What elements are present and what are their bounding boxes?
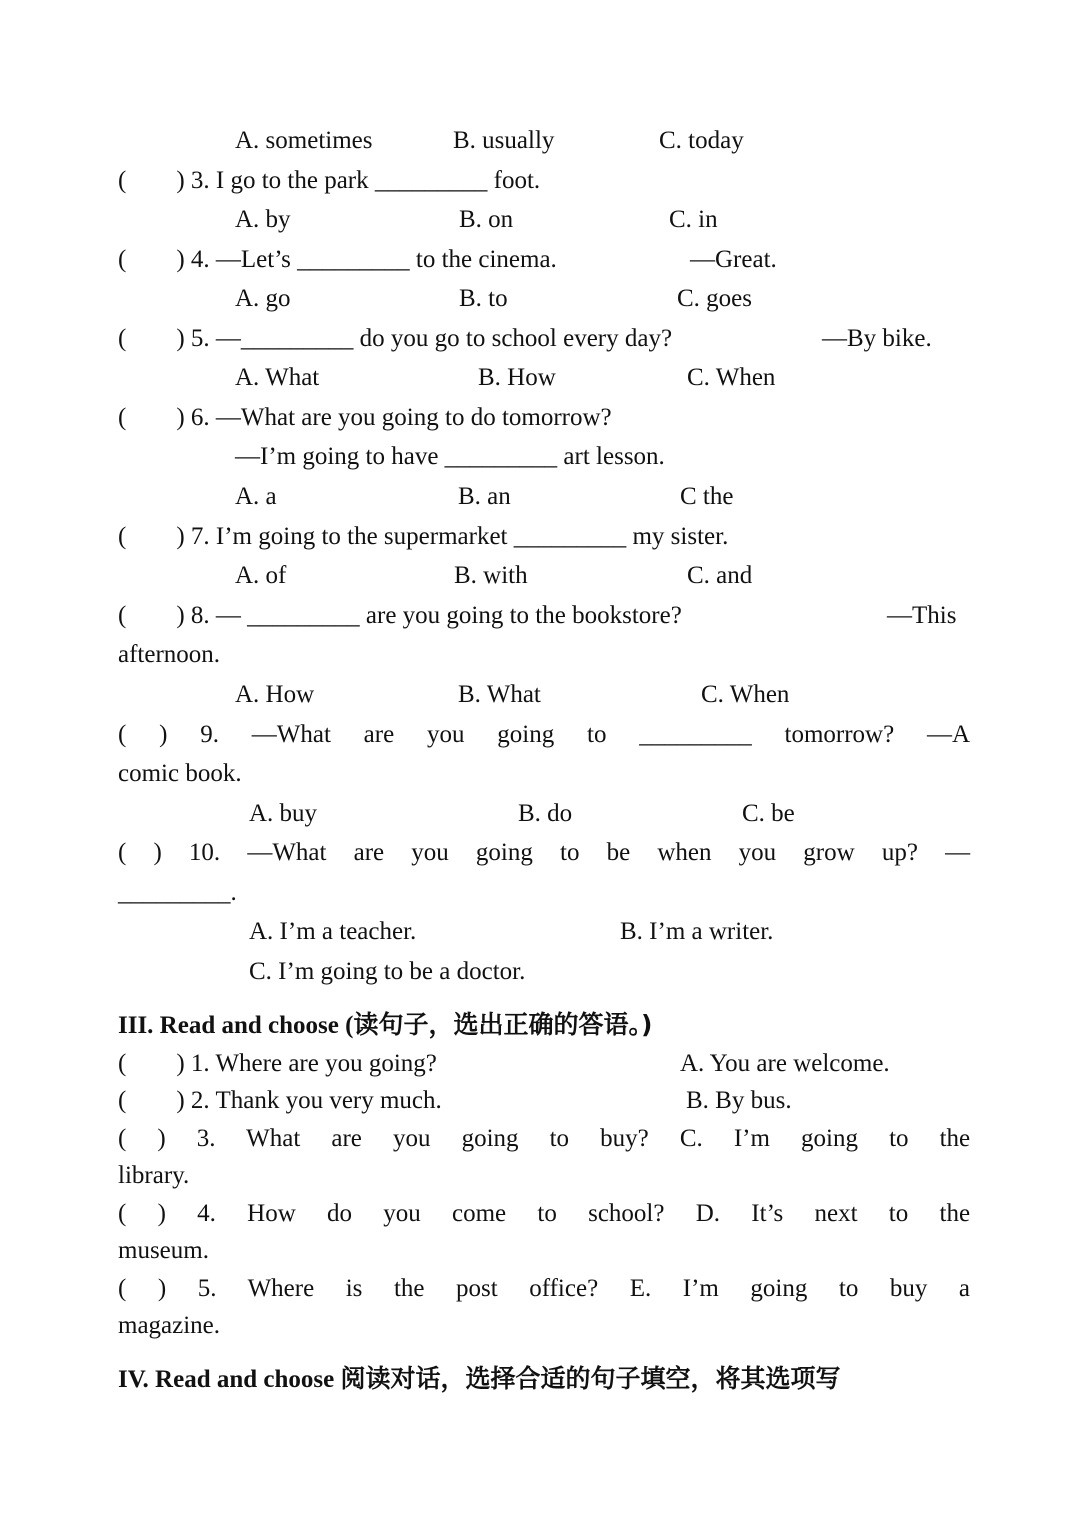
s3-answer-a: A. You are welcome. — [680, 1050, 890, 1077]
q4-option-a: A. go — [235, 285, 291, 312]
s3-q4-word: come — [452, 1200, 507, 1227]
q9-word: ( — [118, 721, 127, 748]
s3-q3-word: What — [246, 1125, 301, 1152]
q10-continuation: _________. — [118, 879, 237, 906]
q9-word: tomorrow? — [784, 721, 895, 748]
s3-answer-d-word: the — [939, 1200, 971, 1227]
q6-option-b: B. an — [458, 483, 511, 510]
s3-answer-c-word: going — [801, 1125, 858, 1152]
s3-answer-e-word: I’m — [682, 1275, 719, 1302]
section3-heading-zh: 读句子，选出正确的答语。) — [353, 1010, 653, 1039]
q3-stem: ( ) 3. I go to the park _________ foot. — [118, 167, 541, 194]
q8-option-a: A. How — [235, 681, 315, 708]
s3-answer-e-word: a — [958, 1275, 971, 1302]
q8-reply: —This — [887, 602, 957, 629]
q6-option-c: C the — [680, 483, 734, 510]
q10-word: when — [657, 839, 712, 866]
q5-option-c: C. When — [687, 364, 776, 391]
s3-q5-word: post — [456, 1275, 498, 1302]
section4-heading-zh: 阅读对话，选择合适的句子填空，将其选项写 — [340, 1364, 841, 1393]
q9-word: going — [497, 721, 555, 748]
s3-q5 — [118, 1276, 970, 1301]
s3-q4-word: to — [537, 1200, 557, 1227]
q9-continuation: comic book. — [118, 760, 242, 787]
s3-q5-word: office? — [529, 1275, 599, 1302]
q6-line2: —I’m going to have _________ art lesson. — [235, 443, 665, 470]
s3-q5-word: ( — [118, 1275, 127, 1302]
q10-word: up? — [881, 839, 918, 866]
s3-answer-c-word: to — [889, 1125, 909, 1152]
q10-stem — [118, 840, 970, 865]
q2-option-b: B. usually — [453, 127, 555, 154]
q7-option-c: C. and — [687, 562, 753, 589]
s3-answer-c-word: the — [939, 1125, 971, 1152]
s3-q3-word: buy? — [600, 1125, 649, 1152]
q7-stem: ( ) 7. I’m going to the supermarket _________ my sister. — [118, 523, 729, 550]
s3-answer-e-word: going — [750, 1275, 808, 1302]
q3-option-a: A. by — [235, 206, 291, 233]
s3-q3-word: ) 3. — [157, 1125, 216, 1152]
q10-option-b: B. I’m a writer. — [620, 918, 774, 945]
section3-heading — [118, 1012, 652, 1038]
q9-word: are — [363, 721, 395, 748]
q9-word: you — [426, 721, 465, 748]
q8-continuation: afternoon. — [118, 641, 221, 668]
section4-heading — [118, 1366, 841, 1392]
s3-answer-d-word: D. — [695, 1200, 721, 1227]
q10-word: ( — [118, 839, 127, 866]
s3-q4-word: do — [327, 1200, 353, 1227]
q10-word: grow — [803, 839, 855, 866]
s3-q3 — [118, 1126, 970, 1151]
s3-answer-d-word: It’s — [751, 1200, 784, 1227]
s3-answer-e-continuation: magazine. — [118, 1312, 221, 1339]
s3-answer-e-word: E. — [629, 1275, 652, 1302]
s3-answer-c-word: C. — [679, 1125, 703, 1152]
q9-word: —What — [251, 721, 331, 748]
s3-q5-word: is — [345, 1275, 363, 1302]
s3-q5-word: Where — [247, 1275, 315, 1302]
q6-stem: ( ) 6. —What are you going to do tomorrow? — [118, 404, 612, 431]
q10-word: you — [411, 839, 449, 866]
q10-reply: — — [945, 839, 971, 866]
s3-answer-b: B. By bus. — [686, 1087, 792, 1114]
q10-word: going — [475, 839, 533, 866]
q10-word: you — [738, 839, 777, 866]
q10-word: be — [606, 839, 631, 866]
q8-option-b: B. What — [458, 681, 541, 708]
q9-word: ) 9. — [159, 721, 219, 748]
section3-heading-en: III. Read and choose ( — [118, 1012, 354, 1039]
q5-option-a: A. What — [235, 364, 320, 391]
q2-option-a: A. sometimes — [235, 127, 373, 154]
section4-heading-en: IV. Read and choose — [118, 1366, 341, 1393]
s3-q3-word: are — [331, 1125, 362, 1152]
q3-option-b: B. on — [459, 206, 514, 233]
q9-word: to — [587, 721, 607, 748]
q10-word: —What — [247, 839, 327, 866]
q10-word: ) 10. — [153, 839, 221, 866]
q4-reply: —Great. — [690, 246, 777, 273]
s3-q4-word: How — [247, 1200, 296, 1227]
s3-q5-word: the — [393, 1275, 425, 1302]
s3-q4-word: ( — [118, 1200, 127, 1227]
q9-reply: —A — [927, 721, 971, 748]
q6-option-a: A. a — [235, 483, 277, 510]
q10-option-c: C. I’m going to be a doctor. — [249, 958, 526, 985]
q5-stem: ( ) 5. —_________ do you go to school every day? — [118, 325, 673, 352]
q4-option-b: B. to — [459, 285, 508, 312]
s3-q3-word: to — [549, 1125, 570, 1152]
q9-stem — [118, 722, 970, 747]
q10-option-a: A. I’m a teacher. — [249, 918, 417, 945]
q5-reply: —By bike. — [822, 325, 932, 352]
s3-answer-c-word: I’m — [733, 1125, 770, 1152]
q8-option-c: C. When — [701, 681, 790, 708]
s3-q4-word: ) 4. — [157, 1200, 216, 1227]
s3-q4-word: you — [383, 1200, 421, 1227]
q5-option-b: B. How — [478, 364, 556, 391]
q7-option-b: B. with — [454, 562, 528, 589]
s3-answer-d-word: next — [814, 1200, 858, 1227]
s3-q4-word: school? — [588, 1200, 665, 1227]
q10-word: to — [560, 839, 580, 866]
q10-word: are — [353, 839, 385, 866]
s3-answer-d-word: to — [888, 1200, 909, 1227]
s3-q1: ( ) 1. Where are you going? — [118, 1050, 437, 1077]
q9-blank: _________ — [639, 721, 752, 748]
q3-option-c: C. in — [669, 206, 718, 233]
s3-answer-d-continuation: museum. — [118, 1237, 209, 1264]
s3-q5-word: ) 5. — [157, 1275, 217, 1302]
s3-q3-word: going — [461, 1125, 519, 1152]
q7-option-a: A. of — [235, 562, 287, 589]
s3-answer-e-word: buy — [889, 1275, 928, 1302]
q9-option-b: B. do — [518, 800, 573, 827]
q4-option-c: C. goes — [677, 285, 752, 312]
s3-q3-word: ( — [118, 1125, 127, 1152]
s3-answer-c-continuation: library. — [118, 1162, 190, 1189]
s3-answer-e-word: to — [838, 1275, 859, 1302]
q9-option-a: A. buy — [249, 800, 318, 827]
s3-q4 — [118, 1201, 970, 1226]
q4-stem: ( ) 4. —Let’s _________ to the cinema. — [118, 246, 557, 273]
s3-q2: ( ) 2. Thank you very much. — [118, 1087, 442, 1114]
q2-option-c: C. today — [659, 127, 744, 154]
q9-option-c: C. be — [742, 800, 795, 827]
q8-stem: ( ) 8. — _________ are you going to the bookstore? — [118, 602, 682, 629]
s3-q3-word: you — [393, 1125, 431, 1152]
